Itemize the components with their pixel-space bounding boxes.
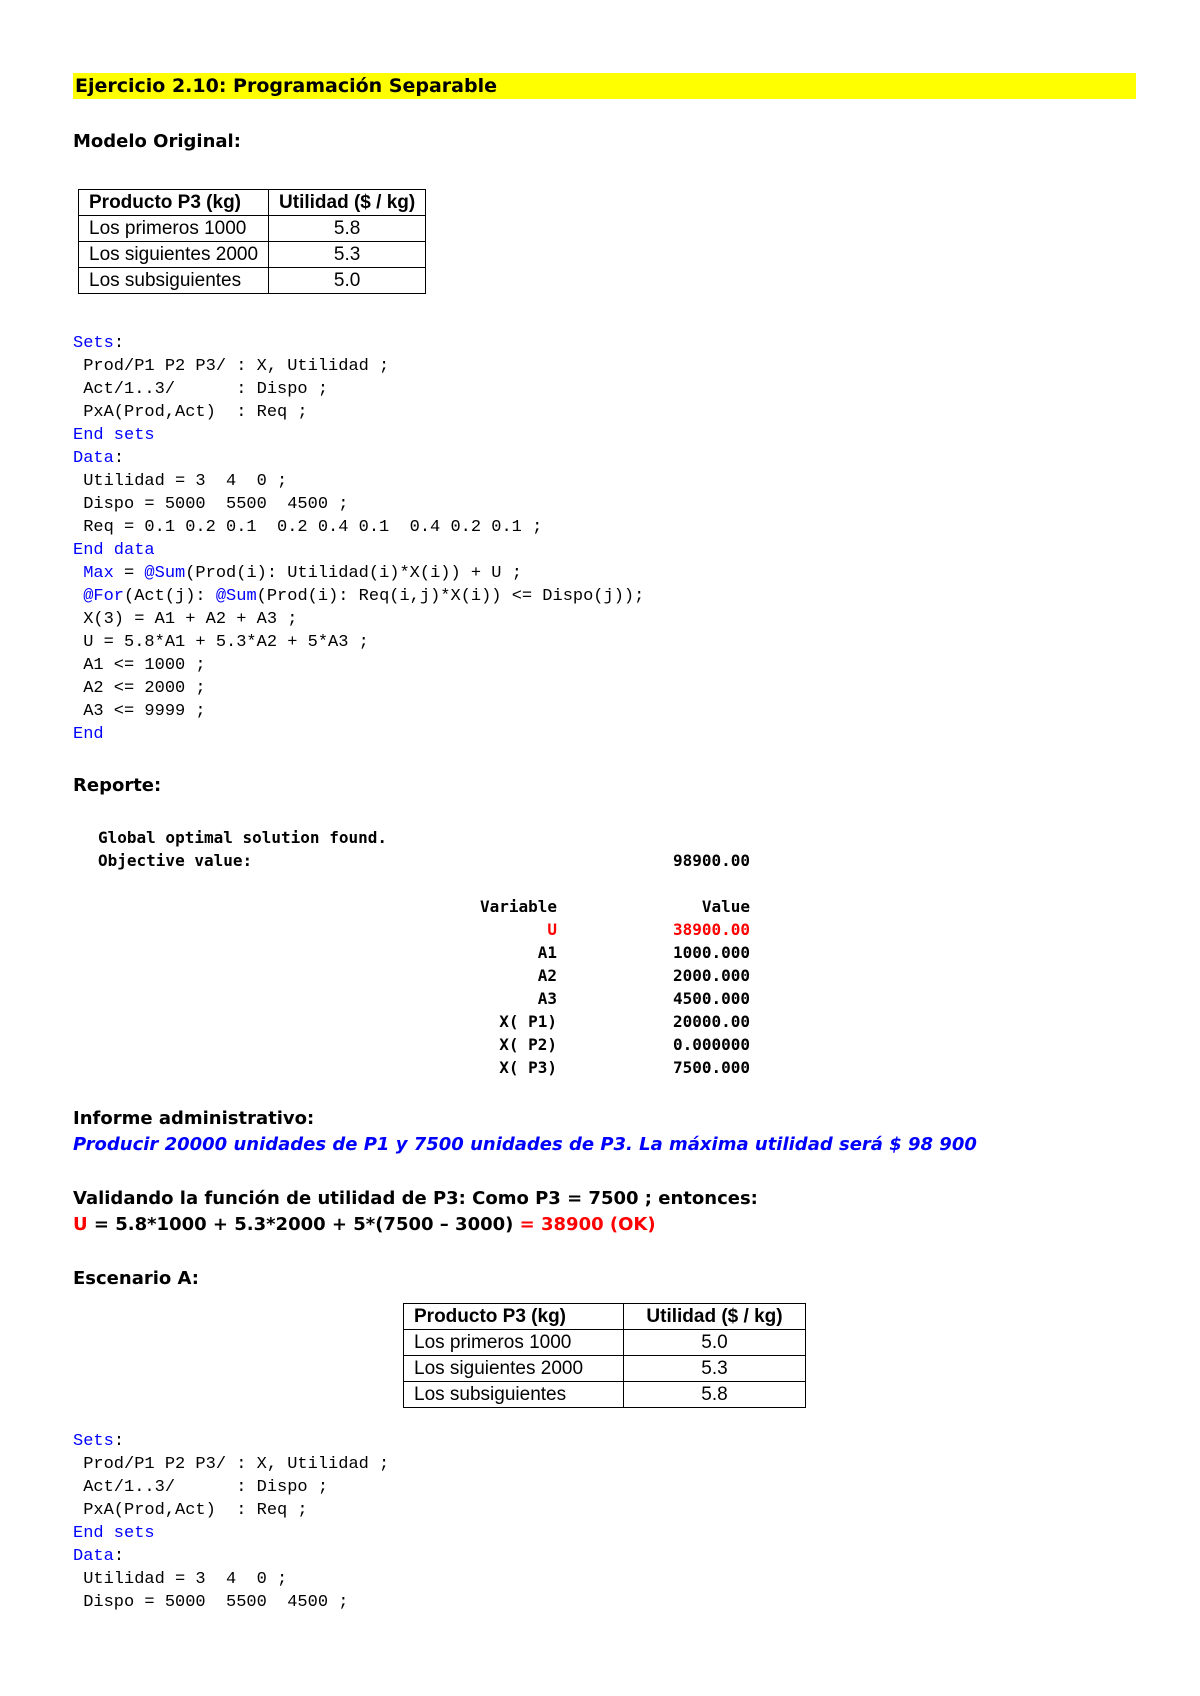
report-variable: X( P3) [499,1058,557,1077]
table-cell: Los primeros 1000 [79,216,269,242]
code-line: End data [73,541,155,560]
code-line: PxA(Prod,Act) : Req ; [73,1501,308,1520]
validation-formula [73,1214,656,1235]
table-cell: 5.8 [624,1382,806,1408]
informe-text: Producir 20000 unidades de P1 y 7500 unidades de P3. La máxima utilidad será $ 98 900 [73,1134,977,1155]
variable-header: Variable [479,897,557,916]
code-line: A1 <= 1000 ; [73,656,206,675]
code-line: A3 <= 9999 ; [73,702,206,721]
report-variable: U [547,920,557,939]
code-line: Act/1..3/ : Dispo ; [73,1478,329,1497]
report-variable: A3 [537,989,557,1008]
validation-result: = 38900 (OK) [519,1214,656,1235]
report-variable: A1 [537,943,557,962]
page-title: Ejercicio 2.10: Programación Separable [75,75,497,97]
table-cell: 5.3 [269,242,426,268]
report-value: 0.000000 [672,1035,750,1054]
table-cell: 5.8 [269,216,426,242]
reporte-heading: Reporte: [73,775,162,796]
code-line: Data: [73,449,125,468]
escenario-heading: Escenario A: [73,1268,199,1289]
report-variable: X( P2) [499,1035,557,1054]
table-header: Utilidad ($ / kg) [269,190,426,216]
report-value: 1000.000 [672,943,750,962]
code-line: Prod/P1 P2 P3/ : X, Utilidad ; [73,1455,390,1474]
code-line: Dispo = 5000 5500 4500 ; [73,495,349,514]
table-cell: Los subsiguientes [79,268,269,294]
table-cell: 5.0 [269,268,426,294]
report-value: 4500.000 [672,989,750,1008]
code-line: Req = 0.1 0.2 0.1 0.2 0.4 0.1 0.4 0.2 0.1 ; [73,518,543,537]
code-line: PxA(Prod,Act) : Req ; [73,403,308,422]
code-line: Utilidad = 3 4 0 ; [73,1570,288,1589]
objective-value: 98900.00 [672,851,750,870]
code-line: End sets [73,426,155,445]
code-line: Data: [73,1547,125,1566]
table-header: Producto P3 (kg) [404,1304,624,1330]
code-block-original [73,332,644,746]
table-cell: Los siguientes 2000 [404,1356,624,1382]
report-status: Global optimal solution found. [98,828,387,847]
code-line: Sets: [73,334,125,353]
table-cell: 5.0 [624,1330,806,1356]
code-line: U = 5.8*A1 + 5.3*A2 + 5*A3 ; [73,633,369,652]
escenario-utility-table [403,1303,806,1408]
informe-heading: Informe administrativo: [73,1108,315,1129]
code-line: End sets [73,1524,155,1543]
table-header: Producto P3 (kg) [79,190,269,216]
report-variable: A2 [537,966,557,985]
table-cell: Los primeros 1000 [404,1330,624,1356]
report-value: 2000.000 [672,966,750,985]
validation-intro: Validando la función de utilidad de P3: Como P3 = 7500 ; entonces: [73,1188,758,1209]
code-line: Prod/P1 P2 P3/ : X, Utilidad ; [73,357,390,376]
table-cell: Los siguientes 2000 [79,242,269,268]
table-header: Utilidad ($ / kg) [624,1304,806,1330]
code-line: Sets: [73,1432,125,1451]
code-line: Max = @Sum(Prod(i): Utilidad(i)*X(i)) + U ; [73,564,522,583]
validation-u: U [73,1214,88,1235]
code-line: Act/1..3/ : Dispo ; [73,380,329,399]
code-line: A2 <= 2000 ; [73,679,206,698]
code-line: Utilidad = 3 4 0 ; [73,472,288,491]
code-line: X(3) = A1 + A2 + A3 ; [73,610,298,629]
code-line: @For(Act(j): @Sum(Prod(i): Req(i,j)*X(i)) <= Dispo(j)); [73,587,645,606]
objective-label: Objective value: [98,851,253,870]
value-header: Value [701,897,750,916]
original-utility-table [78,189,426,294]
report-value: 20000.00 [672,1012,750,1031]
report-variable: X( P1) [499,1012,557,1031]
table-cell: 5.3 [624,1356,806,1382]
report-value: 38900.00 [672,920,750,939]
report-value: 7500.000 [672,1058,750,1077]
modelo-original-heading: Modelo Original: [73,131,241,152]
code-line: End [73,725,104,744]
validation-expression: = 5.8*1000 + 5.3*2000 + 5*(7500 – 3000) [87,1214,520,1235]
code-line: Dispo = 5000 5500 4500 ; [73,1593,349,1612]
table-cell: Los subsiguientes [404,1382,624,1408]
code-block-escenario [73,1430,389,1614]
